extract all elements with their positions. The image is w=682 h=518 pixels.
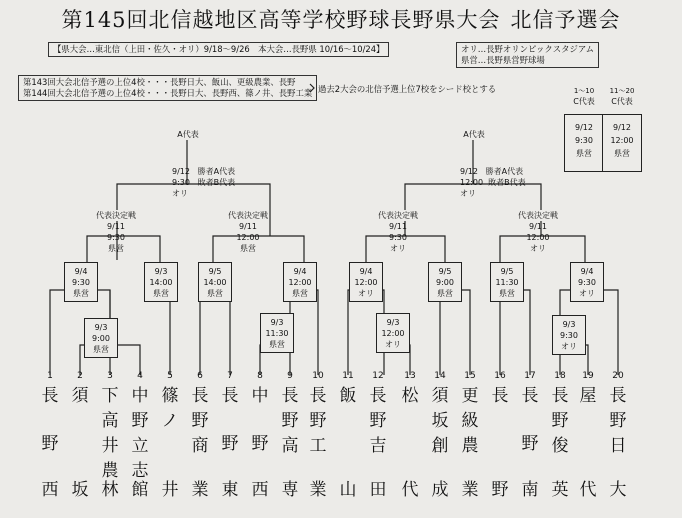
c-block-label-2: C代表 bbox=[611, 97, 633, 106]
game-box-l2: 9/3 9:00 県営 bbox=[84, 318, 118, 358]
game-box-l6: 9/3 11:30 県営 bbox=[260, 313, 294, 353]
team-number: 12 bbox=[372, 371, 384, 381]
team-number: 6 bbox=[197, 371, 203, 381]
team-name-last: 館 bbox=[131, 480, 149, 500]
team-name-last: 東 bbox=[221, 480, 239, 500]
team-name-last: 成 bbox=[431, 480, 449, 500]
c-block-2: 9/12 12:00 県営 bbox=[602, 114, 642, 172]
team-name: 長 bbox=[491, 386, 509, 406]
team-number: 4 bbox=[137, 371, 143, 381]
right-sf1-info: 代表決定戦 9/11 9:30 オリ bbox=[378, 211, 418, 253]
team-number: 7 bbox=[227, 371, 233, 381]
game-box-r3: 9/5 9:00 県営 bbox=[428, 262, 462, 302]
team-number: 2 bbox=[77, 371, 83, 381]
left-sf1-info: 代表決定戦 9/11 9:30 県営 bbox=[96, 211, 136, 253]
team-name-last: 大 bbox=[609, 480, 627, 500]
team-name: 長 bbox=[221, 386, 239, 406]
game-box-r4: 9/5 11:30 県営 bbox=[490, 262, 524, 302]
game-box-r2: 9/3 12:00 オリ bbox=[376, 313, 410, 353]
team-name: 須 坂 創 bbox=[431, 386, 449, 456]
team-name: 中 野 立 志 bbox=[131, 386, 149, 481]
team-name-last: 英 bbox=[551, 480, 569, 500]
right-final-info: 9/12 勝者A代表 12:00 敗者B代表 オリ bbox=[460, 167, 526, 198]
team-name: 長 野 高 bbox=[281, 386, 299, 456]
team-name-last: 坂 bbox=[71, 480, 89, 500]
team-name-last: 代 bbox=[579, 480, 597, 500]
team-name: 更 級 農 bbox=[461, 386, 479, 456]
team-number: 14 bbox=[434, 371, 446, 381]
team-name: 飯 bbox=[339, 386, 357, 406]
c-block-1: 9/12 9:30 県営 bbox=[564, 114, 604, 172]
team-name: 下 高 井 農 bbox=[101, 386, 119, 481]
game-box-r6: 9/3 9:30 オリ bbox=[552, 315, 586, 355]
game-box-l5: 9/4 12:00 県営 bbox=[283, 262, 317, 302]
team-number: 19 bbox=[582, 371, 594, 381]
team-number: 11 bbox=[342, 371, 354, 381]
team-name: 長 野 日 bbox=[609, 386, 627, 456]
team-number: 15 bbox=[464, 371, 476, 381]
left-a-rep-label: A代表 bbox=[168, 129, 208, 140]
seed-note: 過去2大会の北信予選上位7校をシード校とする bbox=[318, 84, 497, 94]
team-number: 1 bbox=[47, 371, 53, 381]
right-sf2-info: 代表決定戦 9/11 12:00 オリ bbox=[518, 211, 558, 253]
game-box-r1: 9/4 12:00 オリ bbox=[349, 262, 383, 302]
team-number: 17 bbox=[524, 371, 536, 381]
team-name-middle: 野 bbox=[521, 434, 539, 454]
team-name: 中 bbox=[251, 386, 269, 406]
c-block-range-2: 11～20 bbox=[609, 87, 635, 95]
team-name: 長 bbox=[41, 386, 59, 406]
team-name-last: 南 bbox=[521, 480, 539, 500]
team-name: 長 野 俊 bbox=[551, 386, 569, 456]
team-name: 長 野 商 bbox=[191, 386, 209, 456]
team-number: 10 bbox=[312, 371, 324, 381]
game-box-l1: 9/4 9:30 県営 bbox=[64, 262, 98, 302]
team-name-last: 井 bbox=[161, 480, 179, 500]
game-box-l4: 9/5 14:00 県営 bbox=[198, 262, 232, 302]
team-name-last: 専 bbox=[281, 480, 299, 500]
team-number: 3 bbox=[107, 371, 113, 381]
team-number: 20 bbox=[612, 371, 624, 381]
team-number: 13 bbox=[404, 371, 416, 381]
team-name-last: 山 bbox=[339, 480, 357, 500]
right-a-rep-label: A代表 bbox=[454, 129, 494, 140]
team-number: 8 bbox=[257, 371, 263, 381]
team-name: 篠 ノ bbox=[161, 386, 179, 431]
team-name: 松 bbox=[401, 386, 419, 406]
page-title: 第145回北信越地区高等学校野球長野県大会 北信予選会 bbox=[61, 8, 621, 32]
game-box-r5: 9/4 9:30 オリ bbox=[570, 262, 604, 302]
schedule-box: 【県大会…東北信（上田・佐久・オリ）9/18～9/26 本大会…長野県 10/16～10/24】 bbox=[48, 42, 389, 57]
team-name-last: 野 bbox=[491, 480, 509, 500]
game-box-l3: 9/3 14:00 県営 bbox=[144, 262, 178, 302]
team-name-middle: 野 bbox=[221, 434, 239, 454]
team-name-last: 業 bbox=[309, 480, 327, 500]
team-name: 長 野 吉 bbox=[369, 386, 387, 456]
c-block-label-1: C代表 bbox=[573, 97, 595, 106]
team-name-middle: 野 bbox=[251, 434, 269, 454]
venue-legend: オリ…長野オリンピックスタジアム 県営…長野県営野球場 bbox=[456, 42, 599, 68]
left-final-info: 9/12 勝者A代表 9:30 敗者B代表 オリ bbox=[172, 167, 236, 198]
team-number: 16 bbox=[494, 371, 506, 381]
team-name-last: 西 bbox=[251, 480, 269, 500]
team-name: 長 bbox=[521, 386, 539, 406]
team-name-last: 代 bbox=[401, 480, 419, 500]
team-number: 5 bbox=[167, 371, 173, 381]
team-name-middle: 野 bbox=[41, 434, 59, 454]
team-number: 18 bbox=[554, 371, 566, 381]
c-block-range-1: 1～10 bbox=[573, 87, 595, 95]
team-name-last: 業 bbox=[461, 480, 479, 500]
team-number: 9 bbox=[287, 371, 293, 381]
seed-box: 第143回大会北信予選の上位4校・・・長野日大、飯山、更級農業、長野 第144回大会北信予選の上位4校・・・長野日大、長野西、篠ノ井、長野工業 bbox=[18, 75, 317, 101]
team-name: 屋 bbox=[579, 386, 597, 406]
team-name-last: 西 bbox=[41, 480, 59, 500]
team-name: 須 bbox=[71, 386, 89, 406]
team-name-last: 業 bbox=[191, 480, 209, 500]
left-sf2-info: 代表決定戦 9/11 12:00 県営 bbox=[228, 211, 268, 253]
team-name: 長 野 工 bbox=[309, 386, 327, 456]
team-name-last: 田 bbox=[369, 480, 387, 500]
team-name-last: 林 bbox=[101, 480, 119, 500]
